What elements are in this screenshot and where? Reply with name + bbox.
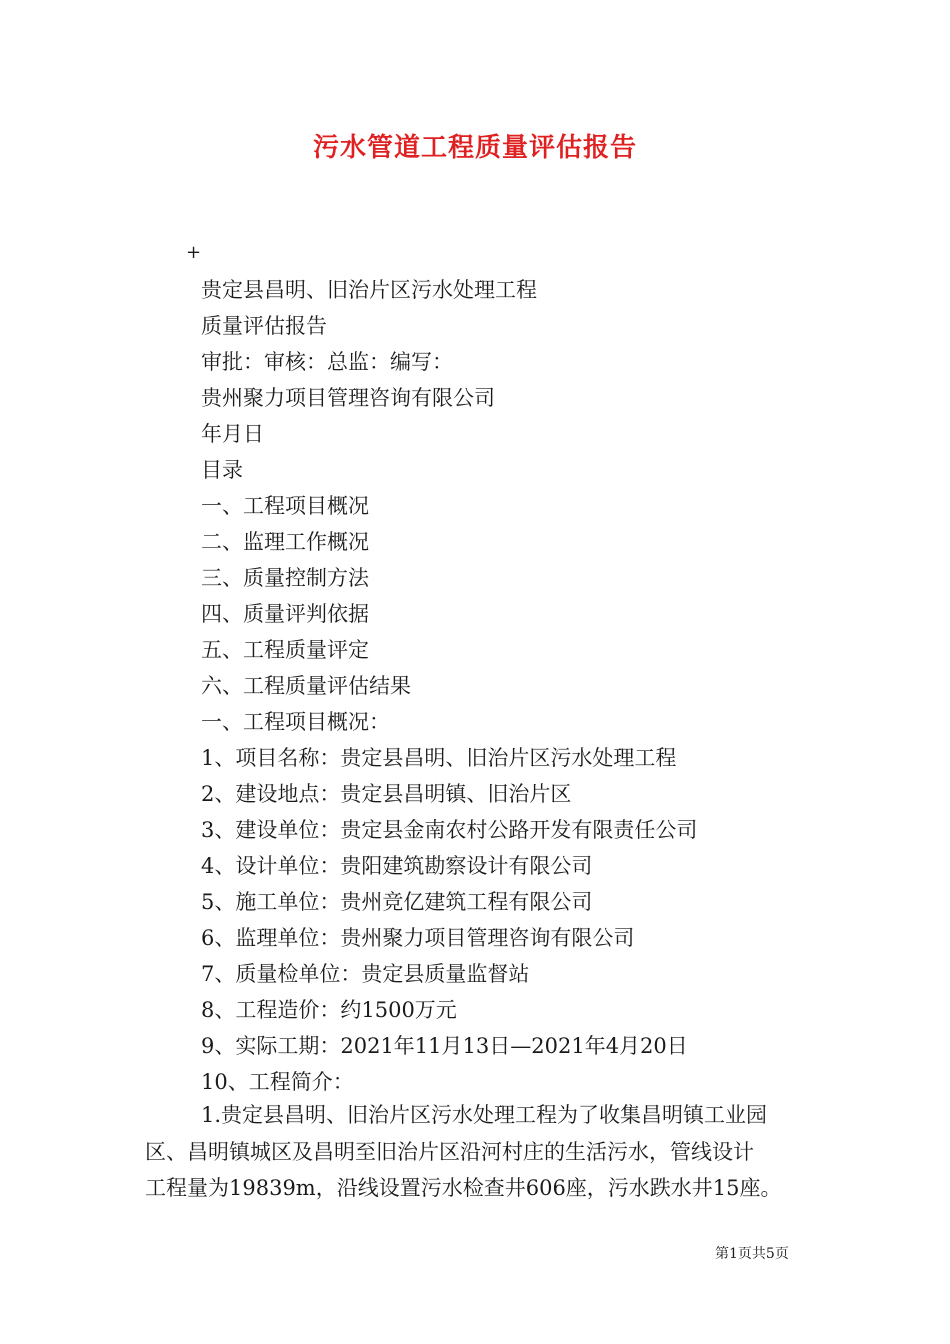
toc-item: 六、工程质量评估结果 (201, 674, 411, 698)
page-number-footer: 第1页共5页 (715, 1246, 789, 1262)
toc-item: 一、工程项目概况 (201, 494, 369, 518)
info-item: 9、实际工期：2021年11月13日—2021年4月20日 (201, 1034, 688, 1058)
info-item: 3、建设单位：贵定县金南农村公路开发有限责任公司 (201, 818, 698, 842)
toc-item: 五、工程质量评定 (201, 638, 369, 662)
plus-mark: + (186, 242, 202, 263)
section-heading: 一、工程项目概况： (201, 710, 390, 734)
paragraph-line: 工程量为19839m，沿线设置污水检查井606座，污水跌水井15座。 (145, 1176, 782, 1200)
project-name-line: 贵定县昌明、旧治片区污水处理工程 (201, 278, 537, 302)
report-subtitle-line: 质量评估报告 (201, 314, 327, 338)
info-item: 5、施工单位：贵州竞亿建筑工程有限公司 (201, 890, 593, 914)
toc-item: 三、质量控制方法 (201, 566, 369, 590)
toc-item: 四、质量评判依据 (201, 602, 369, 626)
content-lines (201, 272, 841, 1100)
paragraph-line: 区、昌明镇城区及昌明至旧治片区沿河村庄的生活污水，管线设计 (145, 1139, 754, 1164)
date-line: 年月日 (201, 422, 264, 446)
document-title: 污水管道工程质量评估报告 (312, 133, 637, 163)
intro-paragraph (145, 1097, 813, 1207)
info-item: 2、建设地点：贵定县昌明镇、旧治片区 (201, 782, 572, 806)
info-item: 1、项目名称：贵定县昌明、旧治片区污水处理工程 (201, 746, 677, 770)
company-line: 贵州聚力项目管理咨询有限公司 (201, 386, 495, 410)
info-item: 7、质量检单位：贵定县质量监督站 (201, 962, 530, 986)
info-item: 8、工程造价：约1500万元 (201, 998, 457, 1022)
info-item: 10、工程简介： (201, 1070, 354, 1094)
approval-line: 审批：审核：总监：编写： (201, 350, 453, 374)
toc-heading: 目录 (201, 458, 243, 482)
toc-item: 二、监理工作概况 (201, 530, 369, 554)
info-item: 4、设计单位：贵阳建筑勘察设计有限公司 (201, 854, 593, 878)
paragraph-line: 1.贵定县昌明、旧治片区污水处理工程为了收集昌明镇工业园 (201, 1103, 768, 1127)
info-item: 6、监理单位：贵州聚力项目管理咨询有限公司 (201, 926, 635, 950)
